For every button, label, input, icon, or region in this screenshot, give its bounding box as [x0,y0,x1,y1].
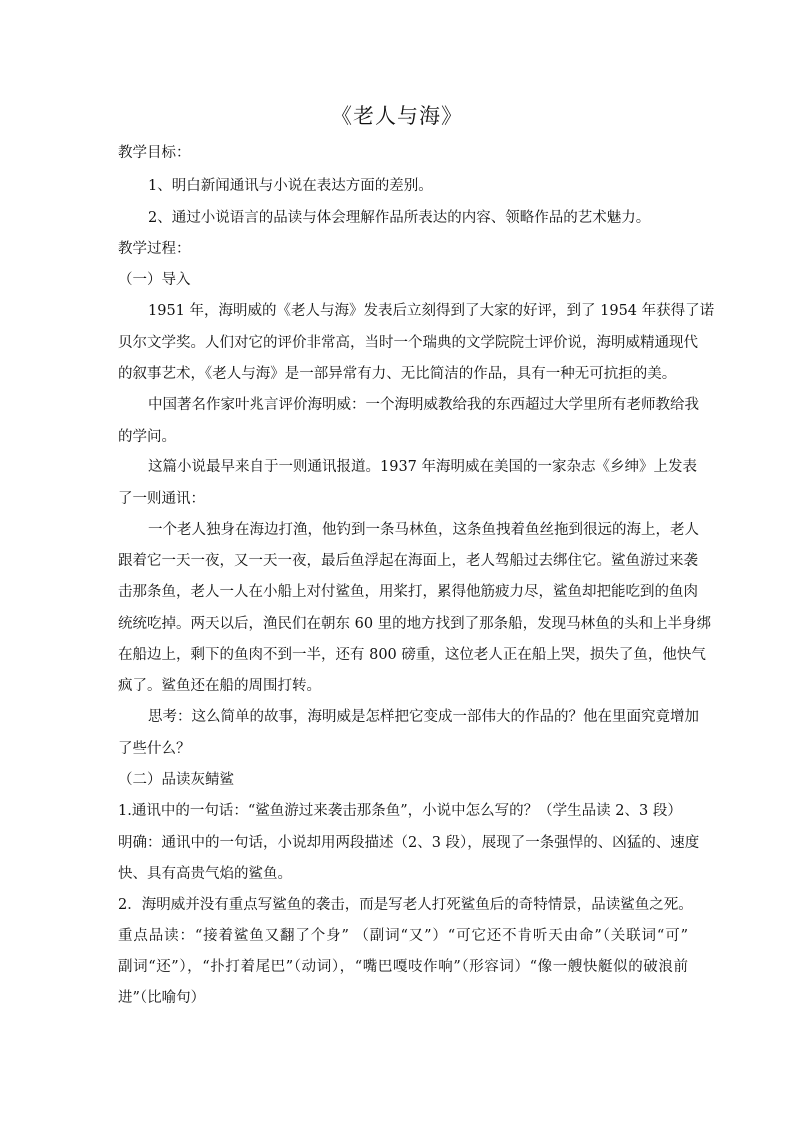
news-report-line: 击那条鱼，老人一人在小船上对付鲨鱼，用桨打，累得他筋疲力尽，鲨鱼却把能吃到的鱼肉 [118,584,698,600]
key-reading-line: 进”（比喻句） [118,990,206,1006]
news-report-line: 在船边上，剩下的鱼肉不到一半，还有 800 磅重，这位老人正在船上哭，损失了鱼，他快气 [118,647,706,663]
paragraph-2-line: 的学问。 [118,429,176,445]
section-1-heading: （一）导入 [118,272,191,288]
news-report-line: 一个老人独身在海边打渔，他钓到一条马林鱼，这条鱼拽着鱼丝拖到很远的海上，老人 [148,522,699,538]
process-heading: 教学过程： [118,241,191,257]
goal-item-1: 1、明白新闻通讯与小说在表达方面的差别。 [148,178,433,194]
key-reading-line: 副词“还”），“扑打着尾巴”（动词），“嘴巴嘎吱作响”（形容词）“像一艘快艇似的破浪前 [118,959,688,975]
think-question-line: 思考：这么简单的故事，海明威是怎样把它变成一部伟大的作品的？他在里面究竟增加 [148,709,699,725]
think-question-line: 了些什么？ [118,741,191,757]
news-report-line: 疯了。鲨鱼还在船的周围打转。 [118,678,321,694]
answer-1-line: 快、具有高贵气焰的鲨鱼。 [118,866,292,882]
paragraph-1-line: 的叙事艺术，《老人与海》是一部异常有力、无比简洁的作品，具有一种无可抗拒的美。 [118,366,677,382]
question-2: 2．海明威并没有重点写鲨鱼的袭击，而是写老人打死鲨鱼后的奇特情景，品读鲨鱼之死。 [118,897,693,913]
answer-1-line: 明确：通讯中的一句话，小说却用两段描述（2、3 段），展现了一条强悍的、凶猛的、速度 [118,835,700,851]
section-2-heading: （二）品读灰鲭鲨 [118,772,234,788]
paragraph-1-line: 1951 年，海明威的《老人与海》发表后立刻得到了大家的好评，到了 1954 年获得了诺 [148,303,715,319]
question-1: 1.通讯中的一句话：“鲨鱼游过来袭击那条鱼”，小说中怎么写的？（学生品读 2、3 段） [118,803,682,819]
news-report-line: 统统吃掉。两天以后，渔民们在朝东 60 里的地方找到了那条船，发现马林鱼的头和上半身绑 [118,616,712,632]
paragraph-2-line: 中国著名作家叶兆言评价海明威：一个海明威教给我的东西超过大学里所有老师教给我 [148,397,699,413]
goal-heading: 教学目标： [118,145,191,161]
goal-item-2: 2、通过小说语言的品读与体会理解作品所表达的内容、领略作品的艺术魅力。 [148,210,651,226]
paragraph-3-line: 这篇小说最早来自于一则通讯报道。1937 年海明威在美国的一家杂志《乡绅》上发表 [148,459,698,475]
news-report-line: 跟着它一天一夜，又一天一夜，最后鱼浮起在海面上，老人驾船过去绑住它。鲨鱼游过来袭 [118,553,698,569]
key-reading-line: 重点品读：“接着鲨鱼又翻了个身” （副词“又”）“可它还不肯听天由命”（关联词“可” [118,928,688,944]
paragraph-3-line: 了一则通讯： [118,491,205,507]
paragraph-1-line: 贝尔文学奖。人们对它的评价非常高，当时一个瑞典的文学院院士评价说，海明威精通现代 [118,335,698,351]
page-title: 《老人与海》 [331,104,463,128]
